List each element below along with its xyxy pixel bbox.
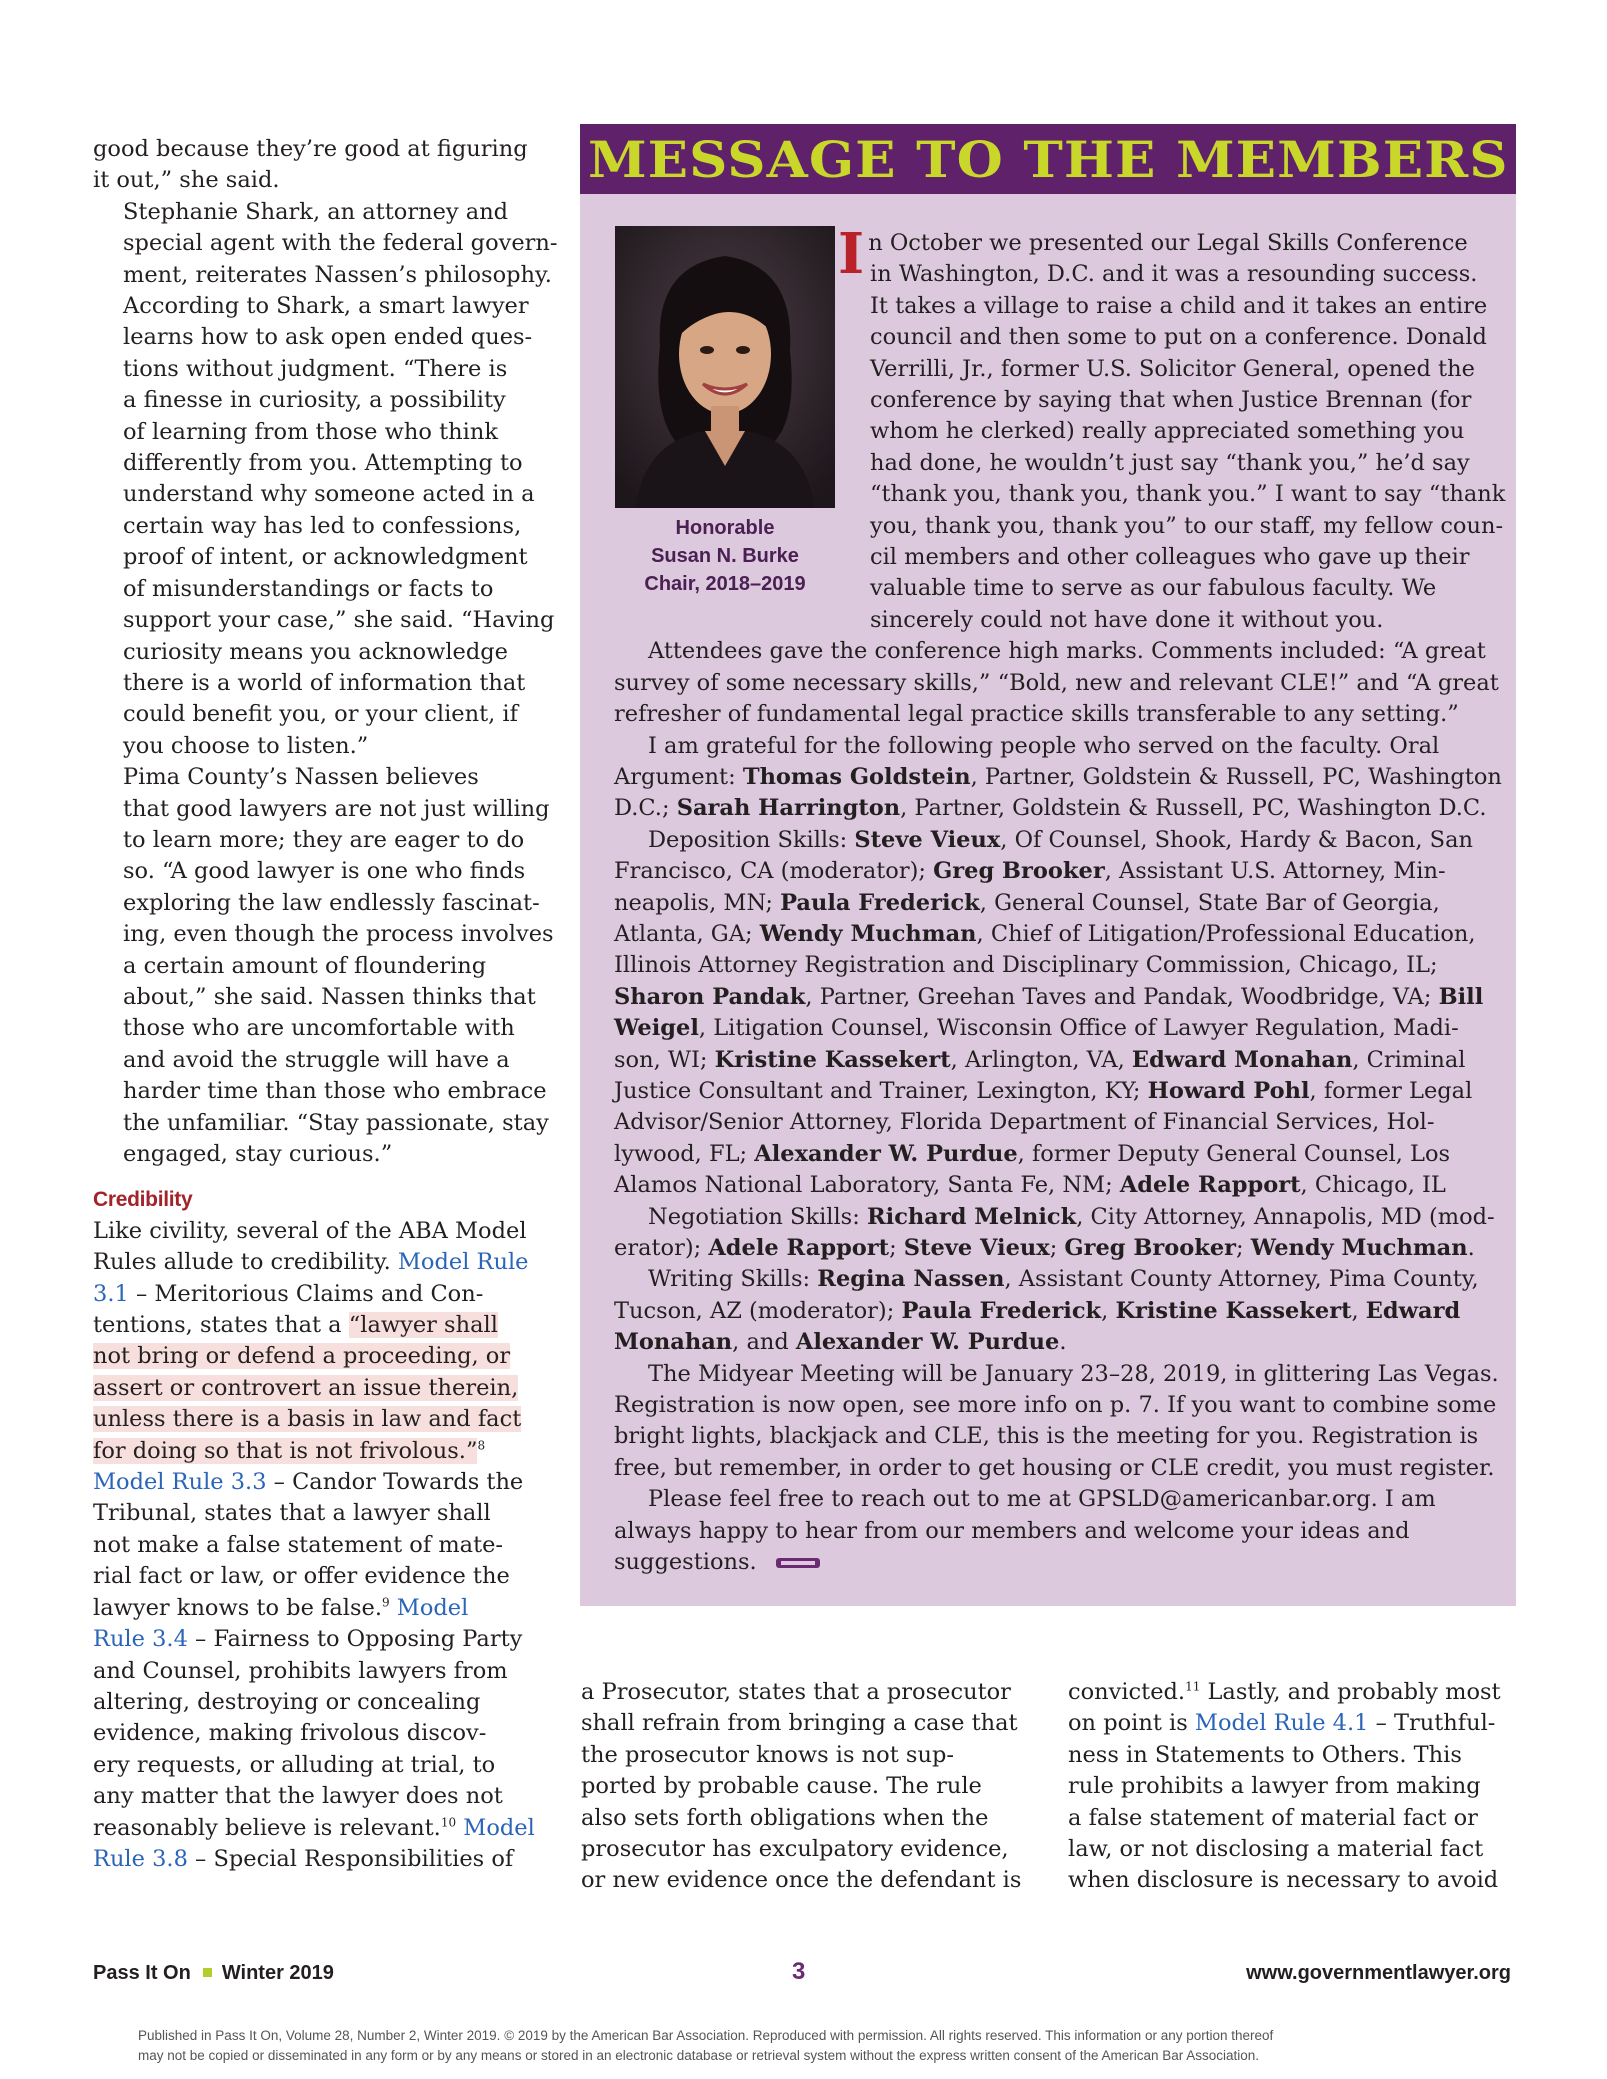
subheading-credibility: Credibility: [93, 1188, 193, 1212]
left-column: [93, 134, 558, 1875]
model-rule-3-3-link[interactable]: Model Rule 3.3: [93, 1469, 267, 1496]
text-line: a false statement of material fact or: [1068, 1804, 1478, 1831]
text-line: you choose to listen.”: [123, 732, 369, 759]
footnote-10: 10: [440, 1815, 457, 1830]
text-line: ment, reiterates Nassen’s philosophy.: [123, 261, 552, 288]
model-rule-4-1-link[interactable]: Model Rule 4.1: [1194, 1710, 1369, 1737]
highlighted-quote: “lawyer shall: [348, 1312, 498, 1339]
text-line: prosecutor has exculpatory evidence,: [581, 1836, 1009, 1863]
drop-cap: I: [838, 221, 865, 287]
text-line: learns how to ask open ended ques-: [123, 324, 533, 351]
text-line: Pima County’s Nassen believes: [123, 764, 479, 791]
portrait-caption: Honorable Susan N. Burke Chair, 2018–2019: [644, 517, 806, 595]
text-line: Attendees gave the conference high marks. Comments included: “A great: [648, 638, 1486, 665]
message-intro: [614, 221, 1506, 636]
message-midyear: [614, 1359, 1499, 1485]
text-line: also sets forth obligations when the: [581, 1804, 989, 1831]
copyright-notice: Published in Pass It On, Volume 28, Number 2, Winter 2019. © 2019 by the American Bar Association. Reproduced with permission. All rights reserved. This information or any portion thereof may not be copied or disseminated in any form or by any means or stored in an electronic database or retrieval system without the express written consent of the American Bar Association.: [138, 2028, 1274, 2063]
model-rule-3-1-link[interactable]: Model Rule: [397, 1249, 529, 1276]
paragraph: [93, 762, 554, 1170]
bullet-square-icon: [203, 1968, 212, 1977]
text-line: a Prosecutor, states that a prosecutor: [581, 1679, 1011, 1705]
text-line: rule prohibits a lawyer from making: [1068, 1773, 1481, 1800]
message-faculty: I am grateful for the following people who served on the faculty. Oral Argument: Thomas Goldstein, Partner, Goldstein & Russell, PC, Washington D.C.; Sarah Harrington, Partner, Goldstein & Russell, PC, Washington D.C. Deposition Skills: Steve Vieux, Of Counsel, Shook, Hardy & Bacon, San Francisco, CA (moderator); Greg Brooker, Assistant U.S. Attorney, Min- neapolis, MN; Paula Frederick, General Counsel, State Bar of Georgia, Atlanta, GA; Wendy Muchman, Chief of Litigation/Professional Education, Illinois Attorney Registration and Disciplinary Commission, Chicago, IL; Sharon Pandak, Partner, Greehan Taves and Pandak, Woodbridge, VA; Bill Weigel, Litigation Counsel, Wisconsin Office of Lawyer Regulation, Madi- son, WI; Kristine Kassekert, Arlington, VA, Edward Monahan, Criminal Justice Consultant and Trainer, Lexington, KY; Howard Pohl, former Legal Advisor/Senior Attorney, Florida Department of Financial Services, Hol- lywood, FL; Alexander W. Purdue, former Deputy General Counsel, Los Alamos National Laboratory, Santa Fe, NM; Adele Rapport, Chicago, IL Negotiation Skills: Richard Melnick, City Attorney, Annapolis, MD (mod- erator); Adele Rapport; Steve Vieux; Greg Brooker; Wendy Muchman. Writing Skills: Regina Nassen, Assistant County Attorney, Pima County, Tucson, AZ (moderator); Paula Frederick, Kristine Kassekert, Edward Monahan, and Alexander W. Purdue.: [614, 732, 1502, 1356]
text-line: differently from you. Attempting to: [123, 450, 523, 477]
text-line: support your case,” she said. “Having: [123, 607, 555, 634]
text-line: sincerely could not have done it without you.: [870, 606, 1384, 633]
end-mark-icon: [775, 1555, 821, 1571]
footnote-8: 8: [477, 1438, 486, 1453]
paragraph-credibility: Like civility, several of the ABA Model Rules allude to credibility. Model Rule 3.1 – Meritorious Claims and Con- tentions, states that a “lawyer shall not bring or defend a proceeding, or assert or controvert an issue therein, unless there is a basis in law and fact for doing so that is not frivolous.”$^8$ Model Rule 3.3 – Candor Towards the Tribunal, states that a lawyer shall not make a false statement of mate- rial fact or law, or offer evidence the lawyer knows to be false.$^9$ Model Rule 3.4 – Fairness to Opposing Party and Counsel, prohibits lawyers from altering, destroying or concealing evidence, making frivolous discov- ery requests, or alluding at trial, to any matter that the lawyer does not reasonably believe is relevant.$^{10}$ Model Rule 3.8 – Special Responsibilities of: [93, 1217, 535, 1872]
paragraph: [93, 197, 558, 762]
text-line: Verrilli, Jr., former U.S. Solicitor General, opened the: [870, 355, 1475, 382]
text-line: a finesse in curiosity, a possibility: [123, 387, 506, 414]
text-line: refresher of fundamental legal practice skills transferable to any setting.”: [614, 701, 1459, 728]
model-rule-3-8-link-cont[interactable]: Rule 3.8: [93, 1845, 188, 1872]
text-line: ing, even though the process involves: [123, 921, 554, 948]
footer-website-link[interactable]: www.governmentlawyer.org: [1246, 1962, 1511, 1984]
text-line: ported by probable cause. The rule: [581, 1773, 982, 1800]
text-line: that good lawyers are not just willing: [123, 795, 550, 822]
text-line: or new evidence once the defendant is: [581, 1867, 1022, 1894]
text-line: had done, he wouldn’t just say “thank you,” he’d say: [870, 449, 1470, 476]
text-line: It takes a village to raise a child and it takes an entire: [870, 292, 1488, 319]
message-attendees: [614, 636, 1499, 730]
text-line: special agent with the federal govern-: [123, 230, 558, 257]
footnote-11: 11: [1185, 1679, 1201, 1694]
text-line: bright lights, blackjack and CLE, this is the meeting for you. Registration is: [614, 1423, 1479, 1450]
text-line: understand why someone acted in a: [123, 481, 535, 508]
message-banner-title: MESSAGE TO THE MEMBERS: [587, 129, 1509, 189]
text-line: cil members and other colleagues who gave up their: [870, 544, 1470, 571]
text-line: tions without judgment. “There is: [123, 355, 508, 382]
message-closing: Please feel free to reach out to me at GPSLD@americanbar.org. I am always happy to hear from our members and welcome your ideas and suggestions.: [614, 1486, 1436, 1576]
text-line: exploring the law endlessly fascinat-: [123, 889, 540, 916]
model-rule-3-4-link-cont[interactable]: Rule 3.4: [93, 1626, 188, 1653]
text-line: of learning from those who think: [123, 418, 498, 445]
text-line: n October we presented our Legal Skills Conference: [868, 230, 1468, 256]
text-line: ness in Statements to Others. This: [1068, 1741, 1462, 1768]
text-line: the unfamiliar. “Stay passionate, stay: [123, 1109, 549, 1136]
text-line: Registration is now open, see more info on p. 7. If you want to combine some: [614, 1392, 1497, 1419]
text-line: conference by saying that when Justice Brennan (for: [870, 387, 1472, 414]
model-rule-3-4-link[interactable]: Model: [389, 1594, 469, 1621]
footer-publication: Pass It On Winter 2019: [93, 1962, 334, 1984]
text-line: valuable time to serve as our fabulous faculty. We: [870, 575, 1437, 602]
text-line: shall refrain from bringing a case that: [581, 1710, 1018, 1737]
text-line: curiosity means you acknowledge: [123, 638, 508, 665]
model-rule-3-8-link[interactable]: Model: [456, 1814, 535, 1841]
footnote-9: 9: [382, 1595, 390, 1610]
text-line: free, but remember, in order to get housing or CLE credit, you must register.: [614, 1454, 1495, 1481]
text-line: you, thank you, thank you” to our staff, my fellow coun-: [870, 512, 1504, 539]
text-line: so. “A good lawyer is one who finds: [123, 858, 526, 885]
message-body: [614, 221, 1506, 1578]
text-line: certain way has led to confessions,: [123, 512, 522, 539]
text-line: Stephanie Shark, an attorney and: [123, 198, 509, 225]
text-line: The Midyear Meeting will be January 23–28, 2019, in glittering Las Vegas.: [648, 1360, 1499, 1387]
middle-column: [581, 1677, 1021, 1897]
text-line: and avoid the struggle will have a: [123, 1046, 510, 1073]
text-line: survey of some necessary skills,” “Bold, new and relevant CLE!” and “A great: [614, 669, 1499, 696]
text-line: when disclosure is necessary to avoid: [1068, 1867, 1499, 1894]
text-line: whom he clerked) really appreciated something you: [870, 418, 1465, 445]
message-to-members-box: [580, 124, 1516, 1606]
message-banner: [580, 124, 1516, 194]
text-line: of misunderstandings or facts to: [123, 575, 494, 602]
page-number: 3: [792, 1958, 806, 1985]
text-line: could benefit you, or your client, if: [123, 701, 518, 728]
text-line: proof of intent, or acknowledgment: [123, 544, 528, 571]
text-line: engaged, stay curious.”: [123, 1141, 393, 1167]
text-line: council and then some to put on a conference. Donald: [870, 324, 1487, 351]
text-line: in Washington, D.C. and it was a resounding success.: [870, 261, 1478, 288]
text-line: a certain amount of floundering: [123, 952, 487, 979]
text-line: those who are uncomfortable with: [123, 1015, 515, 1042]
text-line: law, or not disclosing a material fact: [1068, 1836, 1484, 1863]
text-line: the prosecutor knows is not sup-: [581, 1741, 954, 1768]
text-line: According to Shark, a smart lawyer: [123, 293, 529, 320]
text-line: “thank you, thank you, thank you.” I want to say “thank: [870, 481, 1506, 508]
text-line: there is a world of information that: [123, 669, 526, 696]
text-line: about,” she said. Nassen thinks that: [123, 983, 536, 1010]
text-line: to learn more; they are eager to do: [123, 826, 525, 853]
right-column: convicted.$^{11}$ Lastly, and probably most on point is Model Rule 4.1 – Truthful- ness in Statements to Others. This rule prohibits a lawyer from making a false statement of material fact or law, or not disclosing a material fact when disclosure is necessary to avoid: [1068, 1677, 1508, 1897]
model-rule-3-1-link-cont[interactable]: 3.1: [93, 1280, 129, 1307]
text-line: harder time than those who embrace: [123, 1078, 547, 1105]
paragraph: good because they’re good at figuring it out,” she said.: [93, 136, 528, 194]
